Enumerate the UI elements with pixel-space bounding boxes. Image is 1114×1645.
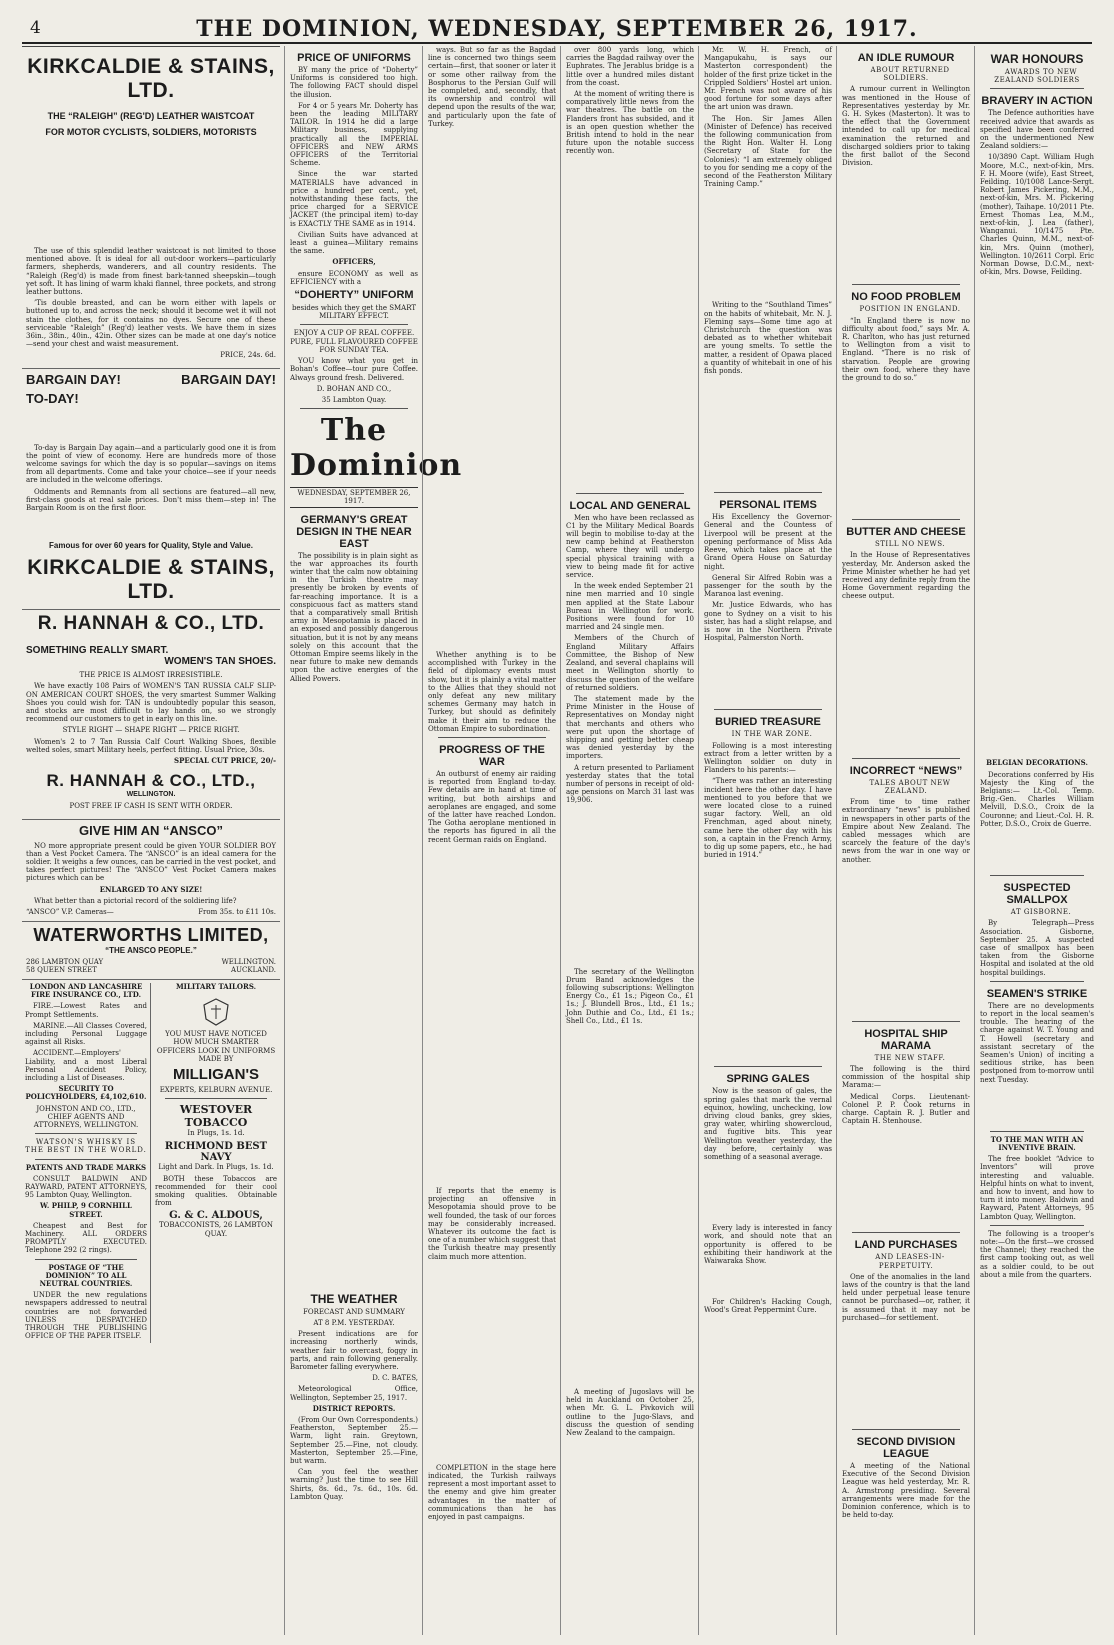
honours-head: WAR HONOURS	[990, 52, 1084, 66]
ansco-text: NO more appropriate present could be given YOUR SOLDIER BOY than a Vest Pocket Camera. The “ANSCO” is an ideal camera for the soldier. It weighs a few ounces, can be carried in the vest pocket, and takes perfect pictures! The “ANSCO” Vest Pocket Camera makes pictures which can be	[26, 841, 276, 883]
continued-text: ways. But so far as the Bagdad line is concerned two things seem certain—first, that sooner or later it or some other railway from the Bosphorus to the Persian Gulf will be completed, and, secondly, that its ownership and control will depend upon the results of the war, and particularly upon the fate of Turkey.	[428, 46, 556, 128]
patents-title: PATENTS AND TRADE MARKS	[25, 1162, 147, 1172]
column-4	[566, 46, 694, 1635]
ansco-price-value: From 35s. to £11 10s.	[198, 907, 276, 916]
column-advertisements	[22, 46, 280, 1635]
raleigh-text-2: ’Tis double breasted, and can be worn either with lapels or buttoned up to, and across the neck; should it become wet it will not stain the clothes, for it contains no dyes. Secure one of these serviceable “Raleigh” (Reg'd) leather vests. We have them in sizes 36in., 38in., 40in., 42in. Other sizes can be made at one day's notice—send your chest and waist measurement.	[26, 299, 276, 349]
germany-head: GERMANY'S GREAT DESIGN IN THE NEAR EAST	[296, 513, 412, 550]
column-7	[980, 46, 1094, 1635]
westover-title: WESTOVER TOBACCO	[179, 1103, 253, 1130]
waterworths-ad	[22, 922, 280, 980]
hannah-shoes: WOMEN'S TAN SHOES.	[164, 656, 276, 668]
masthead-title: THE DOMINION, WEDNESDAY, SEPTEMBER 26, 1917.	[196, 16, 918, 42]
incorrect-text: From time to time rather extraordinary “news” is published in newspapers in other parts of the Empire about New Zealand. The cabled messages which are scarcely the feature of the day's news from the war in one way or another.	[842, 798, 970, 864]
aldous-sub: TOBACCONISTS, 26 LAMBTON QUAY.	[158, 1221, 274, 1238]
idle-head: AN IDLE RUMOUR	[857, 52, 955, 64]
ansco-title: GIVE HIM AN “ANSCO”	[79, 822, 223, 838]
dominion-date: WEDNESDAY, SEPTEMBER 26, 1917.	[290, 487, 418, 507]
butter-sub: STILL NO NEWS.	[874, 540, 946, 549]
westover-sub: In Plugs, 1s. 1d.	[187, 1129, 245, 1138]
hannah-title: R. HANNAH & CO., LTD.	[37, 613, 265, 635]
idle-sub: ABOUT RETURNED SOLDIERS.	[870, 66, 950, 83]
coffee-text-2: YOU know what you get in Bohan's Coffee—tour pure Coffee. Always ground fresh. Delivered.	[290, 357, 418, 382]
raleigh-price: PRICE, 24s. 6d.	[220, 351, 276, 360]
milligans-title: MILLIGAN'S	[172, 1065, 260, 1083]
raleigh-text: The use of this splendid leather waistcoat is not limited to those mentioned above. It is ideal for all out-door workers—particularly farmers, shepherds, wanderers, and all country residents. The “Raleigh (Reg'd) is made from finest bark-tanned sheepskin—tough yet soft. It has lining of warm khaki flannel, three pockets, and strong leather buttons.	[26, 247, 276, 297]
famous-line: Famous for over 60 years for Quality, Style and Value.	[49, 541, 253, 551]
crest-icon	[155, 994, 277, 1030]
food-sub: POSITION IN ENGLAND.	[859, 305, 961, 314]
seamen-head: SEAMEN'S STRIKE	[986, 987, 1088, 1000]
uniforms-text: BY many the price of “Doherty” Uniforms is considered too high. The following FACT should dispel the illusion.	[290, 66, 418, 99]
doherty-title: “DOHERTY” UNIFORM	[294, 289, 414, 302]
local-text-6: The secretary of the Wellington Drum Band acknowledges the following subscriptions: Wellington Energy Co., £1 1s.; Pigeon Co., £1 1s.; J. Blundell Bros., Ltd., £1 1s.; John Duthie and Co., Ltd., £1 1s.; Shell Co., Ltd., £1 1s.	[566, 967, 694, 1025]
waterworths-title: WATERWORTHS LIMITED,	[33, 924, 269, 945]
tobacco-text: BOTH these Tobaccos are recommended for their cool smoking qualities. Obtainable from	[155, 1174, 277, 1208]
weather-office: Meteorological Office, Wellington, September 25, 1917.	[290, 1385, 418, 1402]
officers-text: ensure ECONOMY as well as EFFICIENCY with a	[290, 269, 418, 286]
inventive-text: The free booklet “Advice to Inventors” will prove interesting and valuable. Helpful hints on what to invent, and how to invent, and how to turn it into money. Baldwin and Rayward, Patent Attorneys, 95 Lambton Quay, Wellington.	[980, 1155, 1094, 1221]
bohan-sub: 35 Lambton Quay.	[321, 395, 387, 404]
johnston-line: JOHNSTON AND CO., LTD., CHIEF AGENTS AND ATTORNEYS, WELLINGTON.	[33, 1104, 139, 1129]
kirkcaldie-ad	[22, 46, 280, 369]
waterworths-addr2: 58 QUEEN STREET	[26, 965, 97, 974]
smallpox-head: SUSPECTED SMALLPOX	[1003, 882, 1071, 907]
bravery-head: BRAVERY IN ACTION	[981, 95, 1093, 108]
land-head: LAND PURCHASES	[854, 1239, 958, 1252]
belgian-text: Decorations conferred by His Majesty the King of the Belgians:— Lt.-Col. Temp. Brig.-Gen. Charles William Melvill, D.S.O., Croix de la Couronne; and Lieut.-Col. H. R. Potter, D.S.O., Croix de Guerre.	[980, 770, 1094, 828]
bravery-list: 10/3890 Capt. William Hugh Moore, M.C., next-of-kin, Mrs. F. H. Moore (wife), East Street, Feilding. 10/1008 Lance-Sergt. Robert James Pickering, M.M., next-of-kin, Mrs. M. Pickering (mother), Taihape. 10/2011 Pte. Ernest Thomas Lea, M.M., next-of-kin, J. Lea (father), Wanganui. 10/1475 Pte. Charles Quinn, M.M., next-of-kin, Mrs. Quinn (mother), Wellington. 10/2611 Corpl. Eric Norman Dowse, D.C.M., next-of-kin, Mrs. Dowse, Feilding.	[980, 153, 1094, 277]
smallpox-sub: AT GISBORNE.	[1010, 908, 1072, 917]
local-text-3: Members of the Church of England Military Affairs Committee, the Bishop of New Zealand, and several chaplains will meet in Wellington shortly to discuss the question of the welfare of returned soldiers.	[566, 634, 694, 692]
incorrect-head: INCORRECT “NEWS”	[849, 764, 963, 777]
personal-text: His Excellency the Governor-General and the Countess of Liverpool will be present at the opening performance of Miss Ada Reeve, which takes place at the Grand Opera House on Saturday night.	[704, 513, 832, 571]
division-head: SECOND DIVISION LEAGUE	[856, 1435, 956, 1460]
hannah-text-2: Women's 2 to 7 Tan Russia Calf Court Walking Shoes, flexible welted soles, smart Military heels, perfect fitting. Usual Price, 30s.	[26, 737, 276, 754]
marine-line: MARINE.—All Classes Covered, including Personal Luggage against all Risks.	[25, 1021, 147, 1047]
progress-head: PROGRESS OF THE WAR	[439, 744, 545, 769]
idle-text: A rumour current in Wellington was mentioned in the House of Representatives yesterday by Mr. G. H. Sykes (Masterton). It was to the effect that the Government intended to call up for medical examination the returned and discharged soldiers prior to taking the first ballot of the Second Division.	[842, 85, 970, 168]
weather-sign: D. C. BATES,	[372, 1374, 418, 1383]
local-head: LOCAL AND GENERAL	[569, 499, 691, 512]
southland-text: Writing to the “Southland Times” on the habits of whitebait, Mr. N. J. Fleming says—Some time ago at Christchurch the question was debated as to whether whitebait are young smelts. To settle the matter, a resident of Opawa placed a quantity of whitebait in one of his fish ponds.	[704, 301, 832, 376]
bargain-left: BARGAIN DAY!	[26, 371, 121, 387]
bargain-ad	[22, 369, 280, 611]
bohan-title: D. BOHAN AND CO.,	[316, 384, 392, 393]
raleigh-headline: THE “RALEIGH” (REG'D) LEATHER WAISTCOAT	[47, 111, 255, 121]
masthead	[22, 14, 1092, 44]
spring-text: Now is the season of gales, the spring gales that mark the vernal equinox, howling, unchecking, low driving cloud banks, grey skies, gray water, whirling showercloud, and fugitive bits. This year Wellington weather yesterday, the day before, certainly was something of a seasonal average.	[704, 1087, 832, 1161]
hannah-special: SPECIAL CUT PRICE, 20/-	[174, 756, 276, 766]
inventive-head: TO THE MAN WITH AN INVENTIVE BRAIN.	[990, 1134, 1084, 1152]
uniforms-head: PRICE OF UNIFORMS	[297, 52, 411, 64]
uniforms-text-2: For 4 or 5 years Mr. Doherty has been the leading MILITARY TAILOR. In 1914 he did a large Military business, supplying practically all the IMPERIAL OFFICERS and NEW ARMS OFFICERS of the Territorial Scheme.	[290, 101, 418, 168]
local-text-4: The statement made by the Prime Minister in the House of Representatives on Monday night that merchants and others who were put upon the shortage of shipping and getting better cheap was denied yesterday by the importers.	[566, 694, 694, 761]
ansco-text-2: What better than a pictorial record of the soldiering life?	[34, 896, 237, 905]
officers-text: YOU MUST HAVE NOTICED HOW MUCH SMARTER OFFICERS LOOK IN UNIFORMS MADE BY	[156, 1030, 276, 1063]
local-text-5: A return presented to Parliament yesterday states that the total number of persons in receipt of old-age pensions on March 31 last was 19,906.	[566, 763, 694, 805]
hannah-style: STYLE RIGHT — SHAPE RIGHT — PRICE RIGHT.	[62, 726, 240, 735]
raleigh-subheadline: FOR MOTOR CYCLISTS, SOLDIERS, MOTORISTS	[45, 127, 257, 137]
land-text: One of the anomalies in the land laws of the country is that the land held under perpetual lease tenure cannot be purchased—or, rather, it is assumed that it may not be purchased—for settlement.	[842, 1272, 970, 1322]
waterworths-city2: AUCKLAND.	[231, 965, 276, 974]
col4-top-text: over 800 yards long, which carries the Bagdad railway over the Euphrates. The Jerablus bridge is a little over a hundred miles distant from the coast.	[566, 46, 694, 87]
aldous-title: G. & C. ALDOUS,	[169, 1210, 263, 1222]
dominion-title: The Dominion	[290, 413, 463, 484]
division-text: A meeting of the National Executive of the Second Division League was held yesterday, Mr. R. A. Armstrong presiding. Several arrangements were made for the Dominion conference, which is to be held to-day.	[842, 1461, 970, 1520]
land-sub: AND LEASES-IN-PERPETUITY.	[875, 1253, 945, 1270]
col4-top-text-2: At the moment of writing there is comparatively little news from the war theatres. The battle on the Flanders front has subsided, and it is an open question whether the British intend to hold in the near future upon the notable success recently won.	[566, 90, 694, 156]
bargain-text-2: Oddments and Remnants from all sections are featured—all new, first-class goods at real sale prices. Don't miss them—step in! The Bargain Room is on the first floor.	[26, 487, 276, 513]
smallpox-text: By Telegraph—Press Association. Gisborne, September 25. A suspected case of smallpox has been taken from the Gisborne Hospital and isolated at the old hospital buildings.	[980, 919, 1094, 977]
marama-text: The following is the third commission of the hospital ship Marama:—	[842, 1064, 970, 1090]
insurance-ad	[25, 983, 151, 1344]
last-text: The following is a trooper's note:—On the first—we crossed the Channel; they reached the first camp tooking out, as well as a soldier could, to be out about a mile from the quarters.	[980, 1229, 1094, 1279]
column-5	[704, 46, 832, 1635]
watsons-line: WATSON'S WHISKY IS THE BEST IN THE WORLD.	[25, 1138, 147, 1155]
bargain-today: TO-DAY!	[26, 390, 79, 406]
germany-text: The possibility is in plain sight as the war approaches its fourth winter that the calm now obtaining in the Turkish theatre may presently be broken by events of far-reaching importance. It is a conspicuous fact as matters stand that a comparatively small British army in Mesopotamia is placed in an exposed and possibly dangerous situation, but it is not by any means solely on this account that the Ottoman Empire seems likely in the near future to make new demands upon the active energies of the Allied Powers.	[290, 551, 418, 683]
accident-line: ACCIDENT.—Employers' Liability, and a most Liberal Personal Accident Policy, including a List of Diseases.	[25, 1049, 147, 1082]
spring-head: SPRING GALES	[726, 1073, 810, 1086]
marama-sub: THE NEW STAFF.	[874, 1053, 946, 1062]
seamen-text: There are no developments to report in the local seamen's trouble. The hearing of the charge against W. T. Young and T. Howell (secretary and assistant secretary of the Seamen's Union) of inciting a seditious strike, has been postponed from to-morrow until next Tuesday.	[980, 1001, 1094, 1084]
hannah-ad	[22, 610, 280, 819]
waterworths-city1: WELLINGTON.	[221, 957, 276, 966]
column-2	[290, 46, 463, 1635]
hannah-post: POST FREE IF CASH IS SENT WITH ORDER.	[69, 802, 233, 811]
personal-text-3: Mr. Justice Edwards, who has gone to Sydney on a visit to his sister, has had a slight relapse, and is now in the Northern Private Hospital, Palmerston North.	[704, 601, 832, 643]
ansco-ad	[22, 820, 280, 922]
belgian-head: BELGIAN DECORATIONS.	[986, 758, 1088, 768]
uniforms-text-3: Since the war started MATERIALS have advanced in price a hundred per cent., yet, notwithstanding these facts, the price charged for a SERVICE JACKET (the principal item) to-day is EXACTLY THE SAME as in 1914.	[290, 170, 418, 228]
philp-title: W. PHILP, 9 CORNHILL STREET.	[40, 1201, 132, 1219]
hannah-title-2: R. HANNAH & CO., LTD.,	[46, 771, 256, 791]
uniforms-text-4: Civilian Suits have advanced at least a guinea—Military remains the same.	[290, 230, 418, 256]
patents-text: CONSULT BALDWIN AND RAYWARD, PATENT ATTORNEYS, 95 Lambton Quay, Wellington.	[25, 1174, 147, 1200]
food-head: NO FOOD PROBLEM	[851, 291, 961, 304]
food-text: “In England there is now no difficulty about food,” says Mr. A. R. Charlton, who has just returned to Wellington from a visit to England. “There is no risk of starvation. People are growing their own food, where they have the ground to do so.”	[842, 316, 970, 383]
page-number: 4	[30, 18, 41, 38]
postage-text: UNDER the new regulations newspapers addressed to neutral countries are not forwarded UNLESS DESPATCHED THROUGH THE PUBLISHING OFFICE OF THE PAPER ITSELF.	[25, 1291, 147, 1341]
ansco-price-label: “ANSCO” V.P. Cameras—	[26, 907, 114, 916]
bargain-right: BARGAIN DAY!	[181, 371, 276, 387]
progress-text: An outburst of enemy air raiding is reported from England to-day. Few details are in hand at time of writing, but both airships and aeroplanes are engaged, and some of the latter have reached London. The Gotha aeroplane mentioned in the reports has figured in all the recent German raids on England.	[428, 770, 556, 844]
honours-sub: AWARDS TO NEW ZEALAND SOLDIERS	[994, 68, 1080, 85]
ansco-enlarged: ENLARGED TO ANY SIZE!	[99, 884, 203, 894]
fire-line: FIRE.—Lowest Rates and Prompt Settlements.	[25, 1002, 147, 1019]
doherty-sub: besides which they get the SMART MILITARY EFFECT.	[291, 304, 417, 321]
hannah-smart: SOMETHING REALLY SMART.	[26, 645, 169, 657]
london-lancs: LONDON AND LANCASHIRE FIRE INSURANCE CO., LTD.	[29, 981, 143, 1000]
richmond-title: RICHMOND BEST NAVY	[164, 1141, 268, 1164]
local-text: Men who have been reclassed as C1 by the Military Medical Boards will begin to mobilise to-day at the new camp behind at Featherston Camp, where they will undergo special physical training with a view to being made fit for active service.	[566, 513, 694, 580]
postage-title: POSTAGE OF “THE DOMINION” TO ALL NEUTRAL COUNTRIES.	[39, 1262, 133, 1289]
buried-head: BURIED TREASURE	[715, 716, 821, 729]
buried-text-2: “There was rather an interesting incident here the other day. I have mentioned to you before that we were located close to a ruined sugar factory. Well, an old Frenchman, aged about ninety, came here the other day with his son, a captain in the French Army, to dig up some papers, etc., he had buried in 1914.”	[704, 777, 832, 860]
weather-text: Present indications are for increasing northerly winds, weather fair to overcast, foggy in parts, and rain following generally. Barometer falling everywhere.	[290, 1330, 418, 1371]
weather-sub: FORECAST AND SUMMARY	[303, 1307, 405, 1316]
milligans-ad	[155, 983, 277, 1344]
hannah-text: We have exactly 108 Pairs of WOMEN'S TAN RUSSIA CALF SLIP-ON AMERICAN COURT SHOES, the very smartest Summer Walking Shoes you could wish for. TAN is undoubtedly popular this season, and stocks are most difficult to lay hands on, so we strongly recommend our customers to get in early on this line.	[26, 682, 276, 724]
progress-text-3: COMPLETION in the stage here indicated, the Turkish railways represent a most important asset to the enemy and give him greater advantages in the matter of communications than he has enjoyed in past campaigns.	[428, 1463, 556, 1521]
personal-text-2: General Sir Alfred Robin was a passenger for the south by the Maranoa last evening.	[704, 573, 832, 599]
kirkcaldie-title: KIRKCALDIE & STAINS, LTD.	[27, 55, 275, 102]
hannah-town: WELLINGTON.	[126, 791, 176, 799]
column-3	[428, 46, 556, 1635]
buried-text: Following is a most interesting extract from a letter written by a Wellington soldier on duty in Flanders to his parents:—	[704, 741, 832, 775]
military-tailors: MILITARY TAILORS.	[175, 981, 257, 991]
marama-text-2: Medical Corps. Lieutenant-Colonel P. P. Cook returns in charge. Captain R. J. Butler and Captain H. Stenhouse.	[842, 1092, 970, 1126]
philp-text: Cheapest and Best for Machinery. ALL ORDERS PROMPTLY EXECUTED. Telephone 292 (2 rings).	[25, 1221, 147, 1255]
hannah-price-line: THE PRICE IS ALMOST IRRESISTIBLE.	[79, 671, 223, 680]
local-text-2: In the week ended September 21 nine men married and 10 single men applied at the State Labour Bureau in Wellington for work. Positions were found for 10 married and 24 single men.	[566, 582, 694, 632]
weather-time: AT 8 P.M. YESTERDAY.	[313, 1318, 395, 1327]
spring-text-2: Every lady is interested in fancy work, and should note that an opportunity is offered to be exhibiting their handiwork at the Waiwaraka Show.	[704, 1224, 832, 1266]
waterworths-sub: “THE ANSCO PEOPLE.”	[105, 945, 197, 955]
kirkcaldie-footer: KIRKCALDIE & STAINS, LTD.	[27, 556, 275, 604]
bottom-ad: For Children's Hacking Cough, Wood's Great Peppermint Cure.	[704, 1298, 832, 1315]
continued-text-2: Whether anything is to be accomplished with Turkey in the field of diplomacy events must show, but it is plainly a vital matter to the Allies that they should not only defeat any new military schemes Germany may hatch in Turkey, but should as definitely make it their aim to reduce the Ottoman Empire to subordination.	[428, 651, 556, 733]
security-line: SECURITY TO POLICYHOLDERS, £4,102,610.	[25, 1084, 147, 1102]
marama-head: HOSPITAL SHIP MARAMA	[864, 1027, 948, 1052]
coffee-text: ENJOY A CUP OF REAL COFFEE. PURE, FULL FLAVOURED COFFEE FOR SUNDAY TEA.	[290, 329, 418, 354]
weather-ad: Can you feel the weather warning? Just the time to see Hill Shirts, 8s. 6d., 7s. 6d., 10s. 6d. Lambton Quay.	[290, 1468, 418, 1501]
sir-james-text: The Hon. Sir James Allen (Minister of Defence) has received the following communication from the Right Hon. Walter H. Long (Secretary of State for the Colonies): “I am extremely obliged to you for sending me a copy of the second of the Featherston Military Training Camp.”	[704, 114, 832, 189]
officers-label: OFFICERS,	[332, 257, 376, 267]
french-text: Mr. W. H. French, of Mangapukahu, is says our Masterton correspondent) the holder of the first prize ticket in the Crippled Soldiers' Hostel art union. Mr. French was not aware of his good fortune for some days after the art union was drawn.	[704, 46, 832, 112]
district-head: DISTRICT REPORTS.	[312, 1403, 396, 1413]
column-6	[842, 46, 970, 1635]
waterworths-addr1: 286 LAMBTON QUAY	[26, 957, 104, 966]
richmond-sub: Light and Dark. In Plugs, 1s. 1d.	[158, 1163, 274, 1172]
milligans-sub: EXPERTS, KELBURN AVENUE.	[159, 1085, 273, 1094]
local-text-7: A meeting of Jugoslavs will be held in Auckland on October 25, when Mr. G. L. Pivkovich will outline to the Jugo-Slavs, and discuss the question of sending New Zealand to the campaign.	[566, 1387, 694, 1437]
incorrect-sub: TALES ABOUT NEW ZEALAND.	[869, 778, 951, 795]
butter-text: In the House of Representatives yesterday, Mr. Anderson asked the Prime Minister whether he had yet received any definite reply from the Home Government regarding the cheese output.	[842, 551, 970, 601]
personal-head: PERSONAL ITEMS	[719, 499, 817, 512]
bravery-text: The Defence authorities have received advice that awards as specified have been conferred on the undermentioned New Zealand soldiers:—	[980, 109, 1094, 151]
weather-head: THE WEATHER	[310, 1291, 398, 1306]
progress-text-2: If reports that the enemy is projecting an offensive in Mesopotamia should prove to be well founded, the task of our forces may be considerably increased. Whatever its outcome the fact is one of a number which suggest that the Turkish theatre may presently claim much more attention.	[428, 1186, 556, 1261]
buried-sub: IN THE WAR ZONE.	[731, 730, 813, 739]
bargain-text: To-day is Bargain Day again—and a particularly good one it is from the point of view of economy. Here are hundreds more of those welcome savings for which the day is so popular—savings on items from all departments. Come and take your choice—see if your needs are included in the welcome offerings.	[26, 443, 276, 485]
district-text: (From Our Own Correspondents.) Featherston, September 25.—Warm, light rain. Greytown, September 25.—Fine, not cloudy. Masterton, September 25.—Fine, but warm.	[290, 1416, 418, 1466]
butter-head: BUTTER AND CHEESE	[846, 526, 966, 539]
